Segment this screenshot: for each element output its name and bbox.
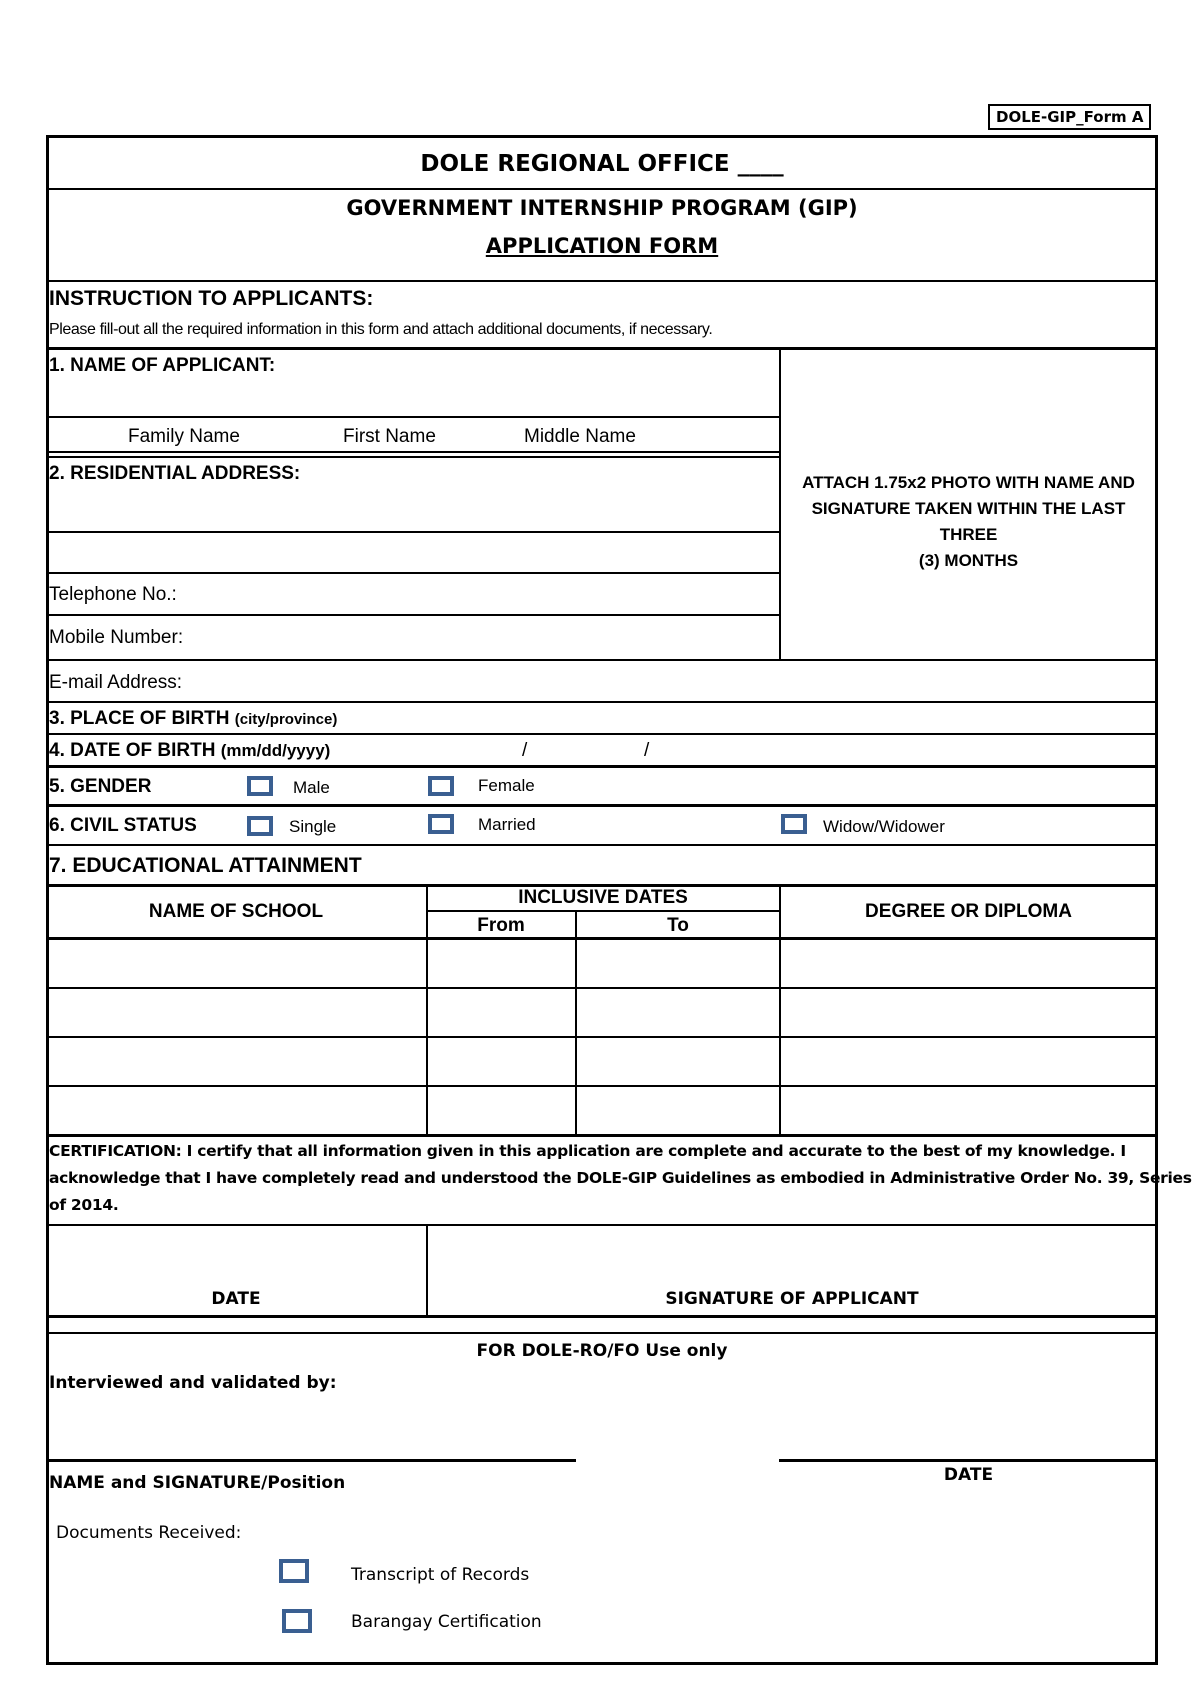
certification-line-1: CERTIFICATION: I certify that all information given in this application are complete and accurate to the best of my knowledge. I bbox=[49, 1142, 1126, 1160]
certification-line-3: of 2014. bbox=[49, 1196, 119, 1214]
address-input-line[interactable] bbox=[46, 531, 780, 533]
gender-male-label: Male bbox=[293, 778, 330, 797]
photo-line-1: ATTACH 1.75x2 PHOTO WITH NAME AND bbox=[802, 473, 1135, 492]
date-of-birth-label: 4. DATE OF BIRTH bbox=[49, 740, 216, 761]
address-input-line-2[interactable] bbox=[46, 572, 780, 574]
divider bbox=[46, 347, 1158, 350]
program-title: GOVERNMENT INTERNSHIP PROGRAM (GIP) bbox=[346, 196, 858, 220]
divider bbox=[46, 280, 1158, 282]
date-of-birth-row bbox=[49, 741, 330, 760]
divider bbox=[46, 1315, 1158, 1318]
table-row[interactable] bbox=[46, 1038, 1158, 1085]
col-degree-header: DEGREE OR DIPLOMA bbox=[865, 901, 1072, 922]
photo-line-2: SIGNATURE TAKEN WITHIN THE LAST THREE bbox=[811, 499, 1126, 544]
civil-single-checkbox[interactable] bbox=[247, 816, 273, 836]
divider bbox=[46, 1332, 1158, 1334]
doc-transcript-label: Transcript of Records bbox=[351, 1565, 530, 1585]
divider bbox=[46, 451, 780, 453]
instructions-title: INSTRUCTION TO APPLICANTS: bbox=[49, 287, 374, 310]
certification-line-2: acknowledge that I have completely read and understood the DOLE-GIP Guidelines as embodied in Administrative Order No. 39, Series bbox=[49, 1169, 1192, 1187]
place-of-birth-label: 3. PLACE OF BIRTH bbox=[49, 708, 230, 729]
date-separator: / bbox=[644, 740, 650, 761]
col-school-header: NAME OF SCHOOL bbox=[148, 901, 324, 922]
telephone-input-line[interactable] bbox=[46, 614, 780, 616]
col-to-header: To bbox=[667, 915, 689, 936]
form-title: APPLICATION FORM bbox=[485, 234, 719, 258]
civil-married-checkbox[interactable] bbox=[428, 814, 454, 834]
place-of-birth-input-line[interactable] bbox=[46, 733, 1158, 735]
place-of-birth-row bbox=[49, 709, 337, 728]
gender-female-checkbox[interactable] bbox=[428, 776, 454, 796]
divider bbox=[46, 844, 1158, 846]
doc-transcript-checkbox[interactable] bbox=[279, 1559, 309, 1583]
family-name-caption: Family Name bbox=[128, 426, 240, 447]
date-of-birth-input-line[interactable] bbox=[46, 765, 1158, 768]
date-caption: DATE bbox=[211, 1289, 261, 1309]
name-signature-line[interactable] bbox=[46, 1459, 576, 1462]
photo-instruction bbox=[781, 470, 1156, 574]
table-bottom bbox=[46, 1134, 1158, 1137]
place-of-birth-hint: (city/province) bbox=[234, 711, 338, 728]
gender-label: 5. GENDER bbox=[49, 776, 152, 797]
form-code: DOLE-GIP_Form A bbox=[988, 104, 1151, 130]
education-label: 7. EDUCATIONAL ATTAINMENT bbox=[49, 854, 362, 877]
divider bbox=[46, 456, 780, 458]
table-row[interactable] bbox=[46, 989, 1158, 1036]
name-label: 1. NAME OF APPLICANT: bbox=[49, 355, 276, 376]
date-separator: / bbox=[522, 740, 528, 761]
civil-widow-checkbox[interactable] bbox=[781, 814, 807, 834]
office-use-title: FOR DOLE-RO/FO Use only bbox=[476, 1341, 728, 1361]
telephone-label: Telephone No.: bbox=[49, 584, 177, 605]
name-input-line[interactable] bbox=[46, 416, 780, 418]
civil-status-label: 6. CIVIL STATUS bbox=[49, 815, 197, 836]
instructions-text: Please fill-out all the required information in this form and attach additional documents, if necessary. bbox=[49, 321, 713, 338]
photo-line-3: (3) MONTHS bbox=[918, 551, 1019, 570]
divider bbox=[46, 804, 1158, 807]
address-label: 2. RESIDENTIAL ADDRESS: bbox=[49, 463, 301, 484]
documents-received-label: Documents Received: bbox=[56, 1523, 242, 1543]
email-label: E-mail Address: bbox=[49, 672, 183, 693]
table-row[interactable] bbox=[46, 1087, 1158, 1134]
office-title: DOLE REGIONAL OFFICE ____ bbox=[420, 151, 784, 177]
doc-barangay-label: Barangay Certification bbox=[351, 1612, 542, 1632]
divider bbox=[46, 188, 1158, 190]
mobile-input-line[interactable] bbox=[46, 659, 1158, 661]
date-of-birth-hint: (mm/dd/yyyy) bbox=[220, 741, 331, 760]
office-date-caption: DATE bbox=[943, 1465, 994, 1485]
gender-male-checkbox[interactable] bbox=[247, 776, 273, 796]
signature-caption: SIGNATURE OF APPLICANT bbox=[665, 1289, 919, 1309]
table-row[interactable] bbox=[46, 939, 1158, 987]
doc-barangay-checkbox[interactable] bbox=[282, 1609, 312, 1633]
middle-name-caption: Middle Name bbox=[524, 426, 636, 447]
civil-single-label: Single bbox=[289, 817, 337, 836]
first-name-caption: First Name bbox=[343, 426, 436, 447]
civil-widow-label: Widow/Widower bbox=[823, 817, 945, 836]
email-input-line[interactable] bbox=[46, 701, 1158, 703]
civil-married-label: Married bbox=[478, 815, 536, 834]
office-date-line[interactable] bbox=[779, 1459, 1158, 1462]
name-signature-caption: NAME and SIGNATURE/Position bbox=[49, 1473, 346, 1493]
col-from-header: From bbox=[477, 915, 525, 936]
interviewed-label: Interviewed and validated by: bbox=[49, 1373, 337, 1393]
table-divider bbox=[426, 910, 780, 912]
col-dates-header: INCLUSIVE DATES bbox=[518, 887, 688, 908]
mobile-label: Mobile Number: bbox=[49, 627, 184, 648]
gender-female-label: Female bbox=[478, 776, 535, 795]
